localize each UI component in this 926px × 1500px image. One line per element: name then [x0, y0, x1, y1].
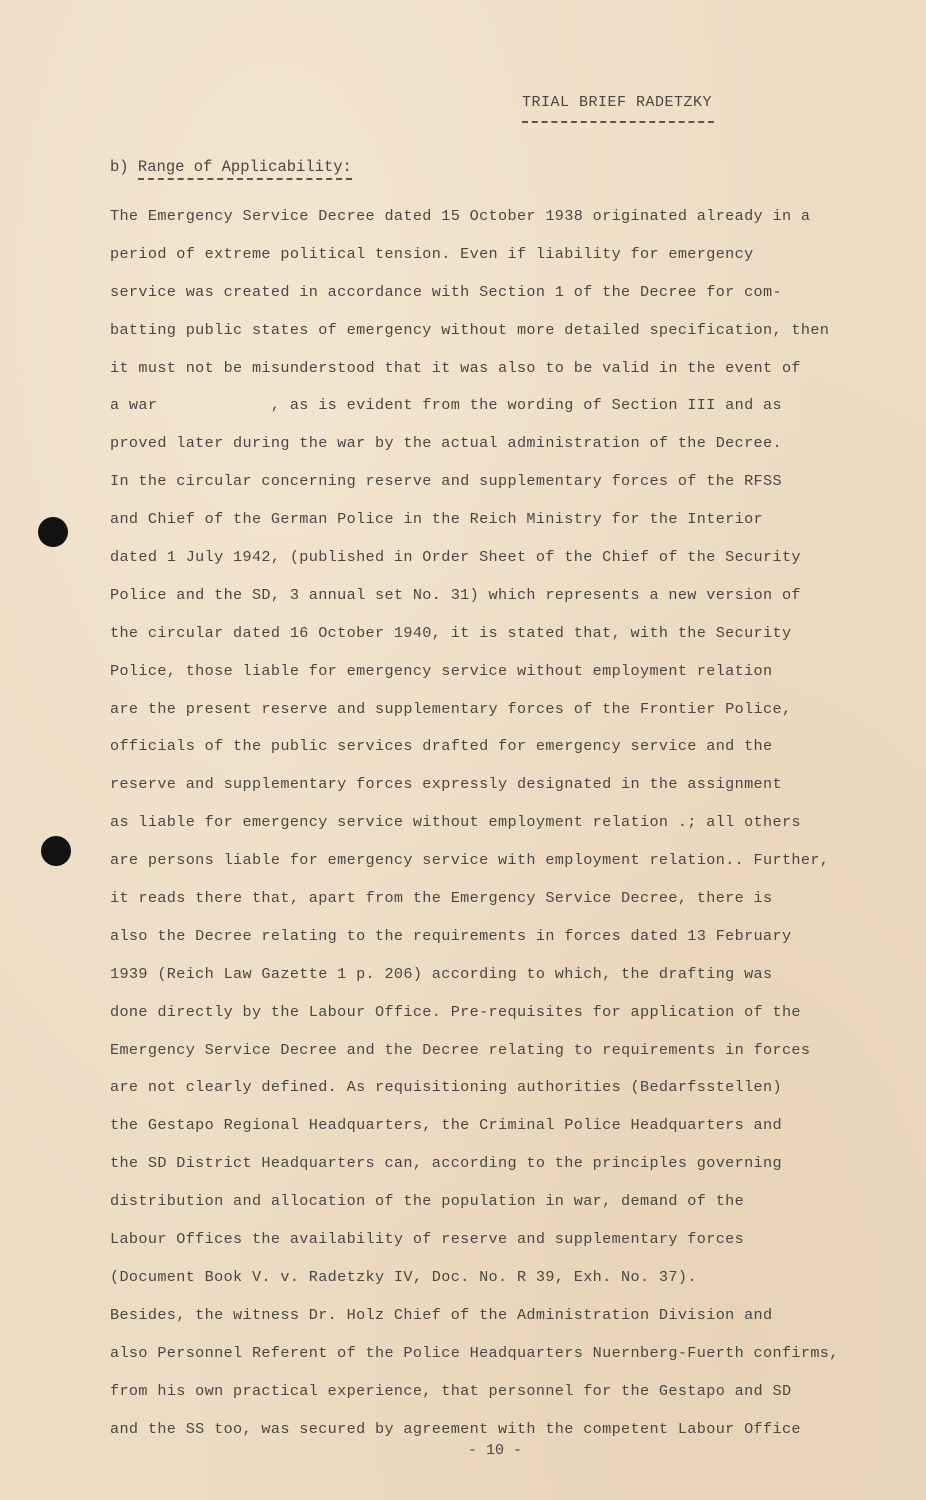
section-title: Range of Applicability:	[138, 158, 352, 180]
body-line: service was created in accordance with Section 1 of the Decree for com-	[110, 282, 782, 301]
body-line: and Chief of the German Police in the Reich Ministry for the Interior	[110, 510, 764, 529]
body-line: the SD District Headquarters can, according to the principles governing	[110, 1154, 782, 1173]
punch-hole-top	[38, 517, 68, 547]
body-line: proved later during the war by the actual administration of the Decree.	[110, 434, 782, 453]
body-line: batting public states of emergency without more detailed specification, then	[110, 320, 830, 339]
body-line: reserve and supplementary forces expressly designated in the assignment	[110, 775, 782, 794]
body-line: are the present reserve and supplementary forces of the Frontier Police,	[110, 699, 792, 718]
body-line: a war , as is evident from the wording of Section III and as	[110, 396, 782, 415]
body-line: The Emergency Service Decree dated 15 October 1938 originated already in a	[110, 207, 811, 225]
body-line: period of extreme political tension. Even if liability for emergency	[110, 244, 754, 263]
body-line: and the SS too, was secured by agreement with the competent Labour Office	[110, 1419, 801, 1438]
body-line: from his own practical experience, that personnel for the Gestapo and SD	[110, 1381, 792, 1400]
body-line: 1939 (Reich Law Gazette 1 p. 206) according to which, the drafting was	[110, 964, 773, 983]
body-line: as liable for emergency service without employment relation .; all others	[110, 813, 801, 832]
body-line: it must not be misunderstood that it was also to be valid in the event of	[110, 358, 801, 377]
body-line: In the circular concerning reserve and supplementary forces of the RFSS	[110, 472, 782, 491]
section-heading	[110, 158, 352, 176]
punch-hole-bottom	[41, 836, 71, 866]
body-line: Police and the SD, 3 annual set No. 31) which represents a new version of	[110, 585, 801, 604]
body-line: it reads there that, apart from the Emergency Service Decree, there is	[110, 889, 773, 908]
body-line: officials of the public services drafted for emergency service and the	[110, 737, 773, 756]
body-line: Labour Offices the availability of reserve and supplementary forces	[110, 1230, 745, 1249]
body-line: Emergency Service Decree and the Decree relating to requirements in forces	[110, 1040, 811, 1059]
body-line: are persons liable for emergency service with employment relation.. Further,	[110, 851, 830, 870]
body-line: the Gestapo Regional Headquarters, the Criminal Police Headquarters and	[110, 1116, 782, 1135]
section-prefix: b)	[110, 158, 129, 176]
body-line: dated 1 July 1942, (published in Order Sheet of the Chief of the Security	[110, 548, 801, 567]
body-line: the circular dated 16 October 1940, it is stated that, with the Security	[110, 623, 792, 642]
body-line: Police, those liable for emergency service without employment relation	[110, 661, 773, 680]
body-line: done directly by the Labour Office. Pre-requisites for application of the	[110, 1002, 801, 1021]
body-line: are not clearly defined. As requisitioning authorities (Bedarfsstellen)	[110, 1078, 782, 1097]
body-line: also the Decree relating to the requirements in forces dated 13 February	[110, 926, 792, 945]
body-line: (Document Book V. v. Radetzky IV, Doc. No. R 39, Exh. No. 37).	[110, 1267, 697, 1286]
body-line: distribution and allocation of the population in war, demand of the	[110, 1192, 745, 1211]
body-line: Besides, the witness Dr. Holz Chief of the Administration Division and	[110, 1305, 773, 1324]
page-number: - 10 -	[468, 1442, 523, 1459]
document-header-title: TRIAL BRIEF RADETZKY	[522, 94, 713, 111]
header-underline	[522, 121, 714, 123]
body-text	[110, 205, 850, 1455]
body-line: also Personnel Referent of the Police Headquarters Nuernberg-Fuerth confirms,	[110, 1343, 839, 1362]
